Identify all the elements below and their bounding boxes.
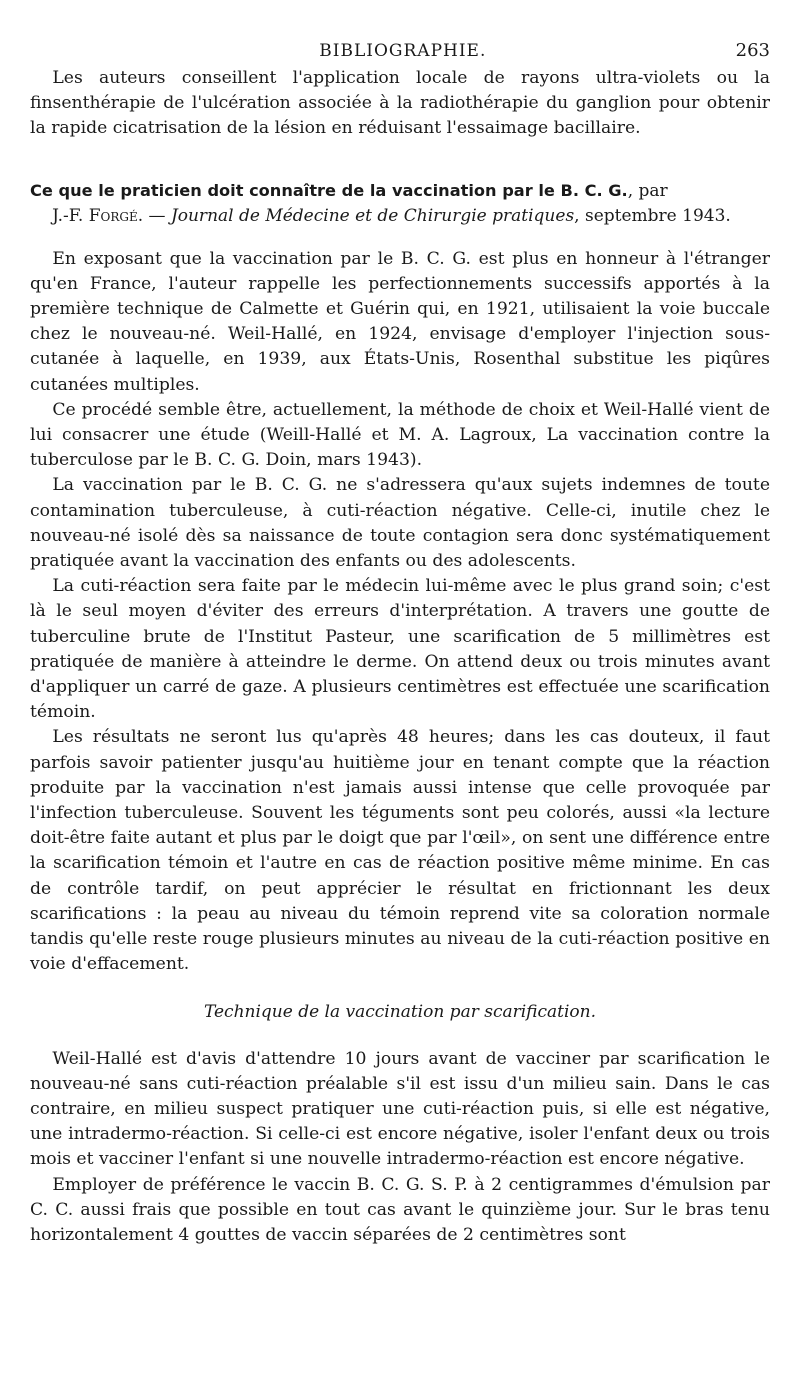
review-author: J.-F. Forgé.: [52, 205, 144, 226]
intro-paragraph: Les auteurs conseillent l'application locale de rayons ultra-violets ou la finsenthérapie de l'ulcération associée à la radiothérapie du ganglion pour obtenir la rapide cicatrisation de la lésion en réduisant l'essaimage bacillaire.: [30, 68, 770, 139]
section-title: Technique de la vaccination par scarification.: [203, 1001, 597, 1022]
review-journal: Journal de Médecine et de Chirurgie pratiques: [170, 205, 575, 226]
body-paragraph-2: Ce procédé semble être, actuellement, la méthode de choix et Weil-Hallé vient de lui consacrer une étude (Weill-Hallé et M. A. Lagroux, La vaccination contre la tuberculose par le B. C. G. Doin, mars 1943).: [30, 399, 770, 471]
review-title: Ce que le praticien doit connaître de la vaccination par le B. C. G.: [30, 180, 628, 200]
body-paragraph-1: En exposant que la vaccination par le B. C. G. est plus en honneur à l'étranger qu'en France, l'auteur rappelle les perfectionnements successifs apportés à la première technique de Calmette et Guérin qui, en 1921, utilisaient la voie buccale chez le nouveau-né. Weil-Hallé, en 1924, envisage d'employer l'injection sous-cutanée à laquelle, en 1939, aux États-Unis, Rosenthal substitue les piqûres cutanées multiples.: [30, 248, 770, 395]
document-page: [30, 40, 770, 1248]
body-paragraph-4: La cuti-réaction sera faite par le médecin lui-même avec le plus grand soin; c'est là le seul moyen d'éviter des erreurs d'interprétation. A travers une goutte de tuberculine brute de l'Institut Pasteur, une scarification de 5 millimètres est pratiquée de manière à atteindre le derme. On attend deux ou trois minutes avant d'appliquer un carré de gaze. A plusieurs centimètres est effectuée une scarification témoin.: [30, 576, 770, 723]
section-paragraph-2: Employer de préférence le vaccin B. C. G. S. P. à 2 centigrammes d'émulsion par C. C. aussi frais que possible en tout cas avant le quinzième jour. Sur le bras tenu horizontalement 4 gouttes de vaccin séparées de 2 centimètres sont: [30, 1174, 770, 1245]
body-paragraph-3: La vaccination par le B. C. G. ne s'adressera qu'aux sujets indemnes de toute contamination tuberculeuse, à cuti-réaction négative. Celle-ci, inutile chez le nouveau-né isolé dès sa naissance de toute contagion sera donc systématiquement pratiquée avant la vaccination des enfants ou des adolescents.: [30, 475, 770, 572]
spacer: [30, 142, 770, 178]
running-header: [30, 40, 770, 66]
section-paragraph-1: Weil-Hallé est d'avis d'attendre 10 jours avant de vacciner par scarification le nouveau-né sans cuti-réaction préalable s'il est issu d'un milieu sain. Dans le cas contraire, en milieu suspect pratiquer une cuti-réaction puis, si elle est négative, une intradermo-réaction. Si celle-ci est encore négative, isoler l'enfant deux ou trois mois et vacciner l'enfant si une nouvelle intradermo-réaction est encore négative.: [30, 1048, 770, 1170]
page-number: 263: [735, 40, 770, 61]
running-title: BIBLIOGRAPHIE.: [319, 41, 487, 61]
review-dash: —: [143, 205, 171, 226]
review-date: , septembre 1943.: [574, 205, 731, 226]
review-par: , par: [627, 180, 668, 201]
review-heading: [30, 178, 770, 204]
review-byline: [30, 204, 770, 229]
body-paragraph-5: Les résultats ne seront lus qu'après 48 heures; dans les cas douteux, il faut parfois savoir patienter jusqu'au huitième jour en tenant compte que la réaction produite par la vaccination n'est jamais aussi intense que celle provoquée par l'infection tuberculeuse. Souvent les téguments sont peu colorés, aussi «la lecture doit-être faite autant et plus par le doigt que par l'œil», on sent une différence entre la scarification témoin et l'autre en cas de réaction positive même minime. En cas de contrôle tardif, on peut apprécier le résultat en frictionnant les deux scarifications : la peau au niveau du témoin reprend vite sa coloration normale tandis qu'elle reste rouge plusieurs minutes au niveau de la cuti-réaction positive en voie d'effacement.: [30, 727, 770, 975]
